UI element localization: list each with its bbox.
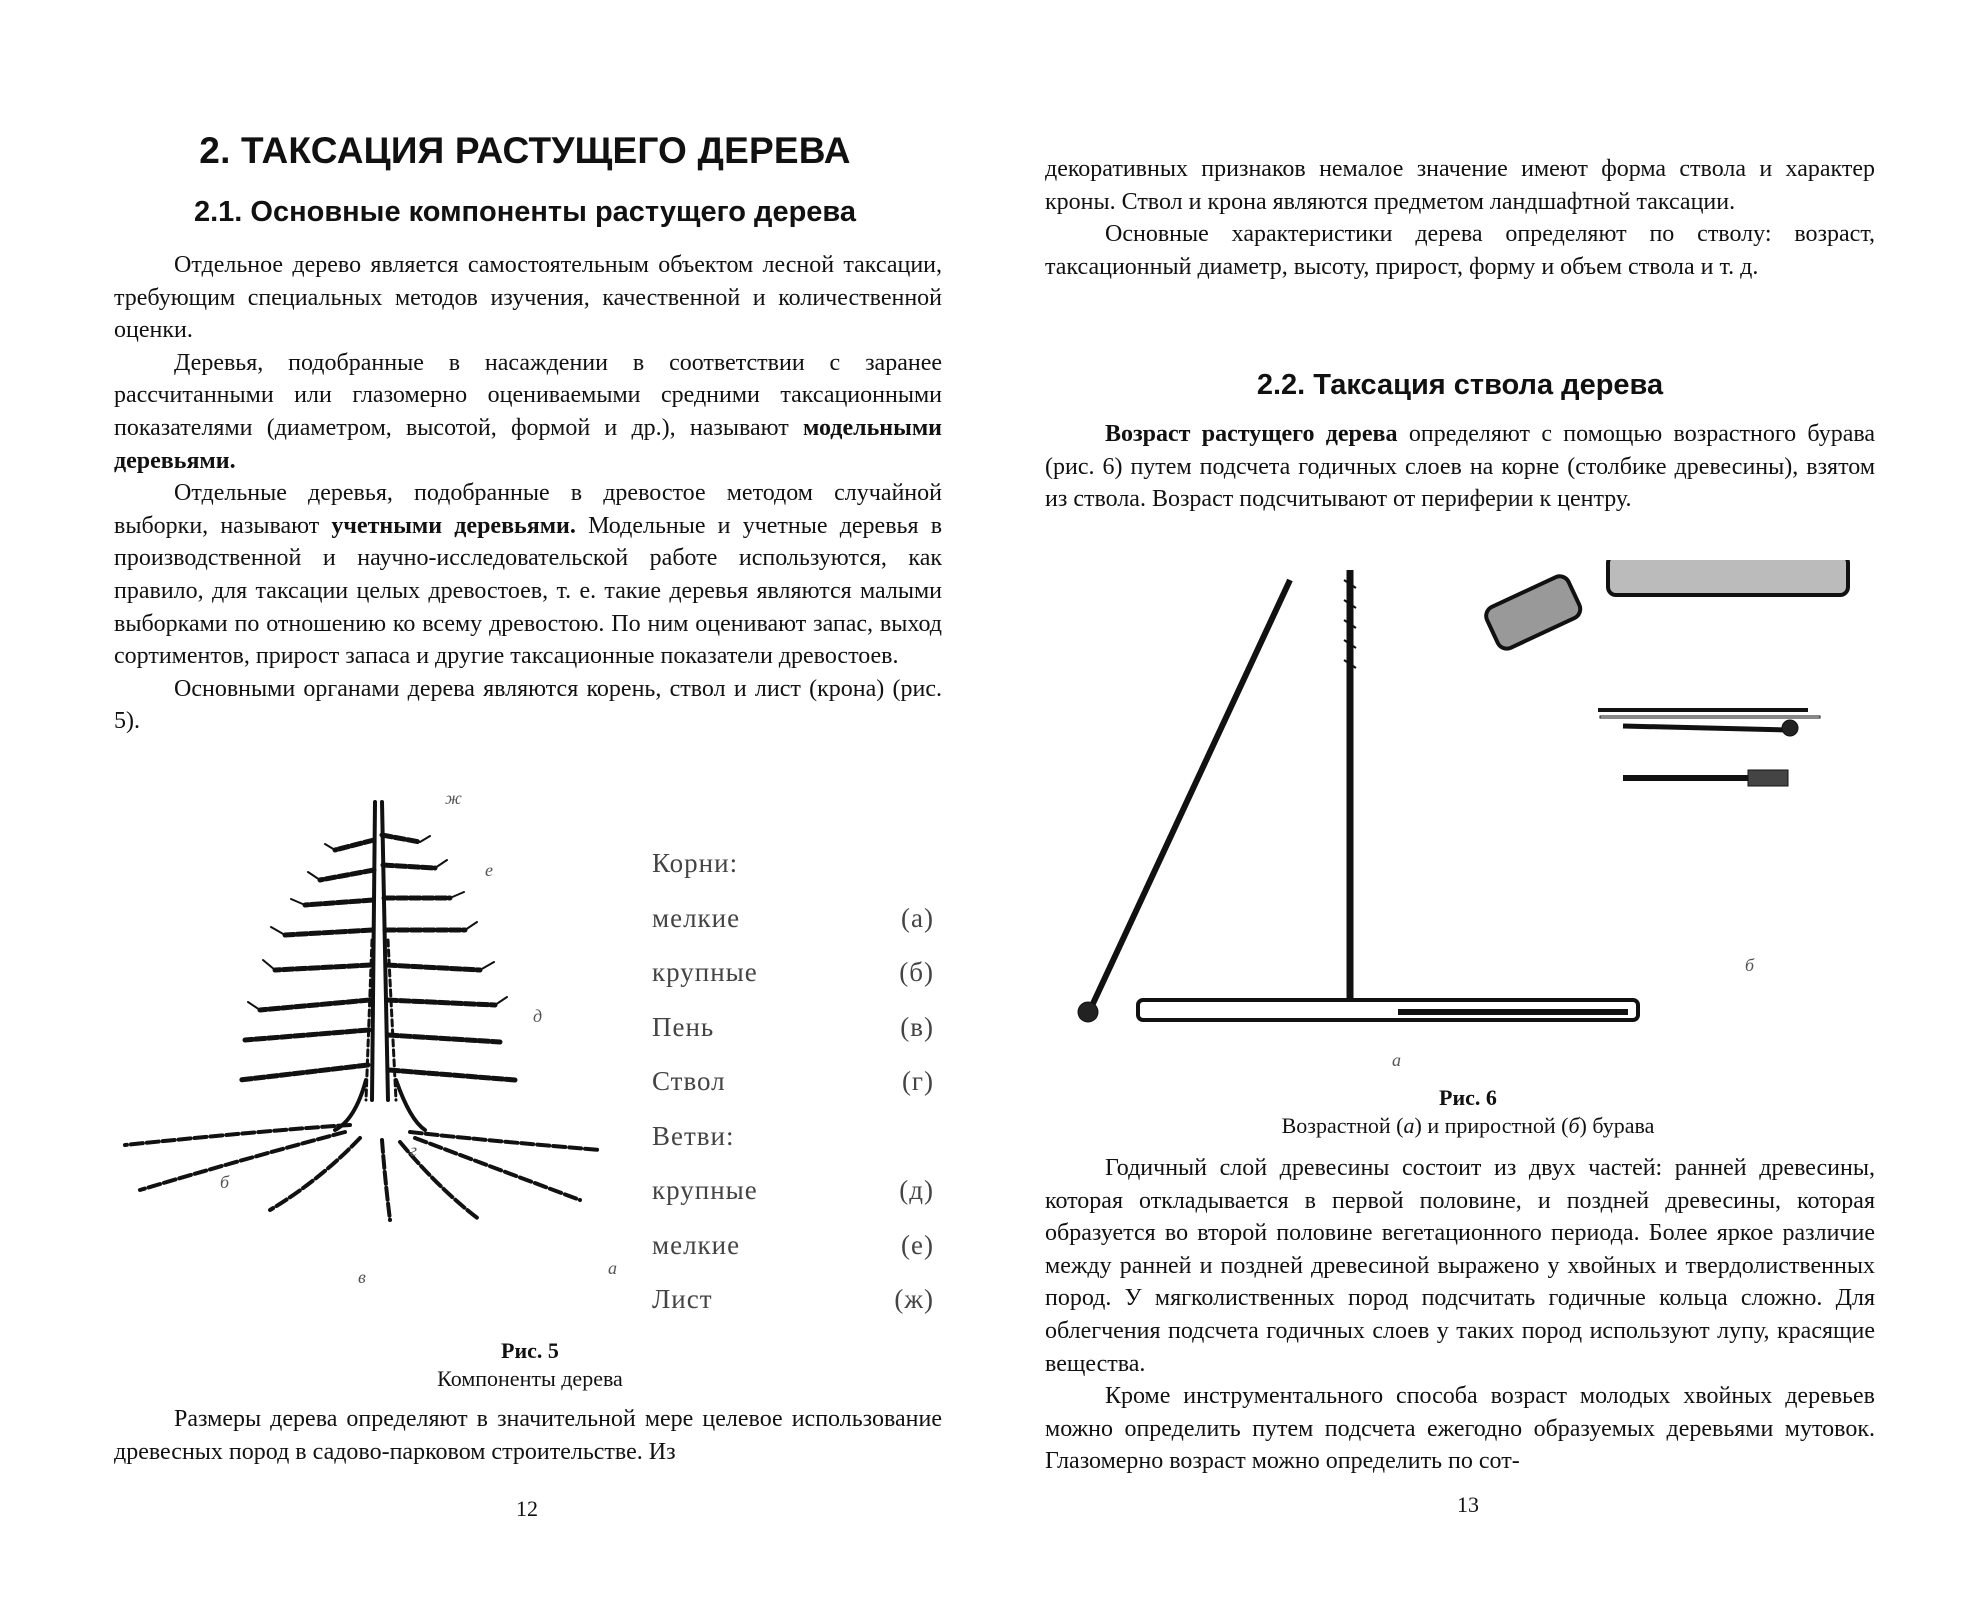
- paragraph: Отдельные деревья, подобранные в древостое методом случайной выборки, называют учетными деревьями. Модельные и учетные деревья в производственной и научно-исследовательской работе используются, как правило, для таксации целых древостоев, т. е. такие деревья являются малыми выборками по отношению ко всему древостою. По ним оценивают запас, выход сортиментов, прирост запаса и другие таксационные показатели древостоев.: [114, 480, 943, 670]
- paragraph: Отдельное дерево является самостоятельным объектом лесной таксации, требующим специальных методов изучения, качественной и количественной оценки.: [114, 252, 942, 344]
- label-b: б: [1745, 955, 1755, 975]
- caption-text: Возрастной (а) и приростной (б) бурава: [1281, 1113, 1655, 1138]
- caption-text: Компоненты дерева: [437, 1366, 623, 1391]
- legend-row: Лист (ж): [652, 1284, 934, 1314]
- legend-row: крупные (б): [652, 957, 934, 987]
- label-a: а: [1392, 1050, 1401, 1070]
- label-a: а: [608, 1258, 617, 1278]
- paragraph: Размеры дерева определяют в значительной мере целевое использование древесных пород в садово-парковом строительстве. Из: [114, 1406, 942, 1465]
- legend-row: Ветви:: [652, 1120, 735, 1151]
- legend-row: Ствол (г): [652, 1066, 934, 1096]
- section-title-2-2: 2.2. Таксация ствола дерева: [1256, 369, 1664, 401]
- paragraph: Деревья, подобранные в насаждении в соответствии с заранее рассчитанными или глазомерно оцениваемыми средними таксационными показателями (диаметром, высотой, формой и др.), называют модельными деревьями.: [114, 349, 942, 474]
- legend-row: Корни:: [652, 848, 739, 878]
- chapter-title: 2. ТАКСАЦИЯ РАСТУЩЕГО ДЕРЕВА: [199, 130, 851, 171]
- right-body-top: [1045, 153, 1875, 283]
- left-body-top: [114, 249, 942, 738]
- paragraph: Основными органами дерева являются корень, ствол и лист (крона) (рис. 5).: [114, 675, 942, 735]
- section-title-2-1: 2.1. Основные компоненты растущего дерева: [193, 196, 856, 228]
- label-b: б: [220, 1172, 230, 1192]
- paragraph: Кроме инструментального способа возраст молодых хвойных деревьев можно определить путем подсчета ежегодно образуемых деревьями мутовок. Глазомерно возраст можно определить по сот-: [1045, 1383, 1875, 1475]
- bold-term: модельными деревьями.: [114, 414, 942, 474]
- label-v: в: [358, 1267, 366, 1287]
- legend-row: крупные (д): [652, 1175, 934, 1205]
- tree-illustration: [120, 780, 640, 1300]
- caption-title: Рис. 5: [501, 1338, 559, 1363]
- figure-5-caption: [330, 1337, 730, 1393]
- legend-row: Пень (в): [652, 1011, 934, 1042]
- paragraph: Основные характеристики дерева определяют по стволу: возраст, таксационный диаметр, высоту, прирост, форму и объем ствола и т. д.: [1045, 221, 1875, 280]
- page-number: 12: [516, 1496, 538, 1521]
- figure-6-caption: [1168, 1084, 1768, 1140]
- left-page: [0, 0, 987, 1601]
- right-body-bottom: [1045, 1152, 1875, 1478]
- caption-title: Рис. 6: [1439, 1085, 1497, 1110]
- legend-row: мелкие (а): [652, 902, 934, 933]
- bold-term: учетными деревьями.: [331, 512, 576, 539]
- label-d: д: [533, 1006, 543, 1026]
- legend-row: мелкие (е): [652, 1229, 934, 1260]
- label-e: е: [485, 860, 493, 880]
- paragraph: Годичный слой древесины состоит из двух частей: ранней древесины, которая откладывается в первой половине, и поздней древесины, которая образуется во второй половине вегетационного периода. Более яркое различие между ранней и поздней древесиной выражено у хвойных и твердолиственных пород. У мягколиственных пород подсчитать годичные кольца сложно. Для облегчения подсчета годичных слоев у таких пород используют лупу, красящие вещества.: [1045, 1155, 1875, 1377]
- paragraph: декоративных признаков немалое значение имеют форма ствола и характер кроны. Ствол и крона являются предметом ландшафтной таксации.: [1045, 156, 1875, 215]
- left-body-bottom: [114, 1403, 942, 1468]
- right-body-mid: [1045, 418, 1875, 516]
- label-zh: ж: [445, 788, 462, 808]
- bold-term: Возраст растущего дерева: [1105, 421, 1398, 447]
- right-page: [988, 0, 1975, 1601]
- label-g: г: [410, 1140, 418, 1160]
- paragraph: Возраст растущего дерева определяют с помощью возрастного бурава (рис. 6) путем подсчета годичных слоев на корне (столбике древесины), взятом из ствола. Возраст подсчитывают от периферии к центру.: [1045, 421, 1876, 513]
- page-number: 13: [1457, 1492, 1479, 1517]
- figure-legend: [652, 848, 952, 1339]
